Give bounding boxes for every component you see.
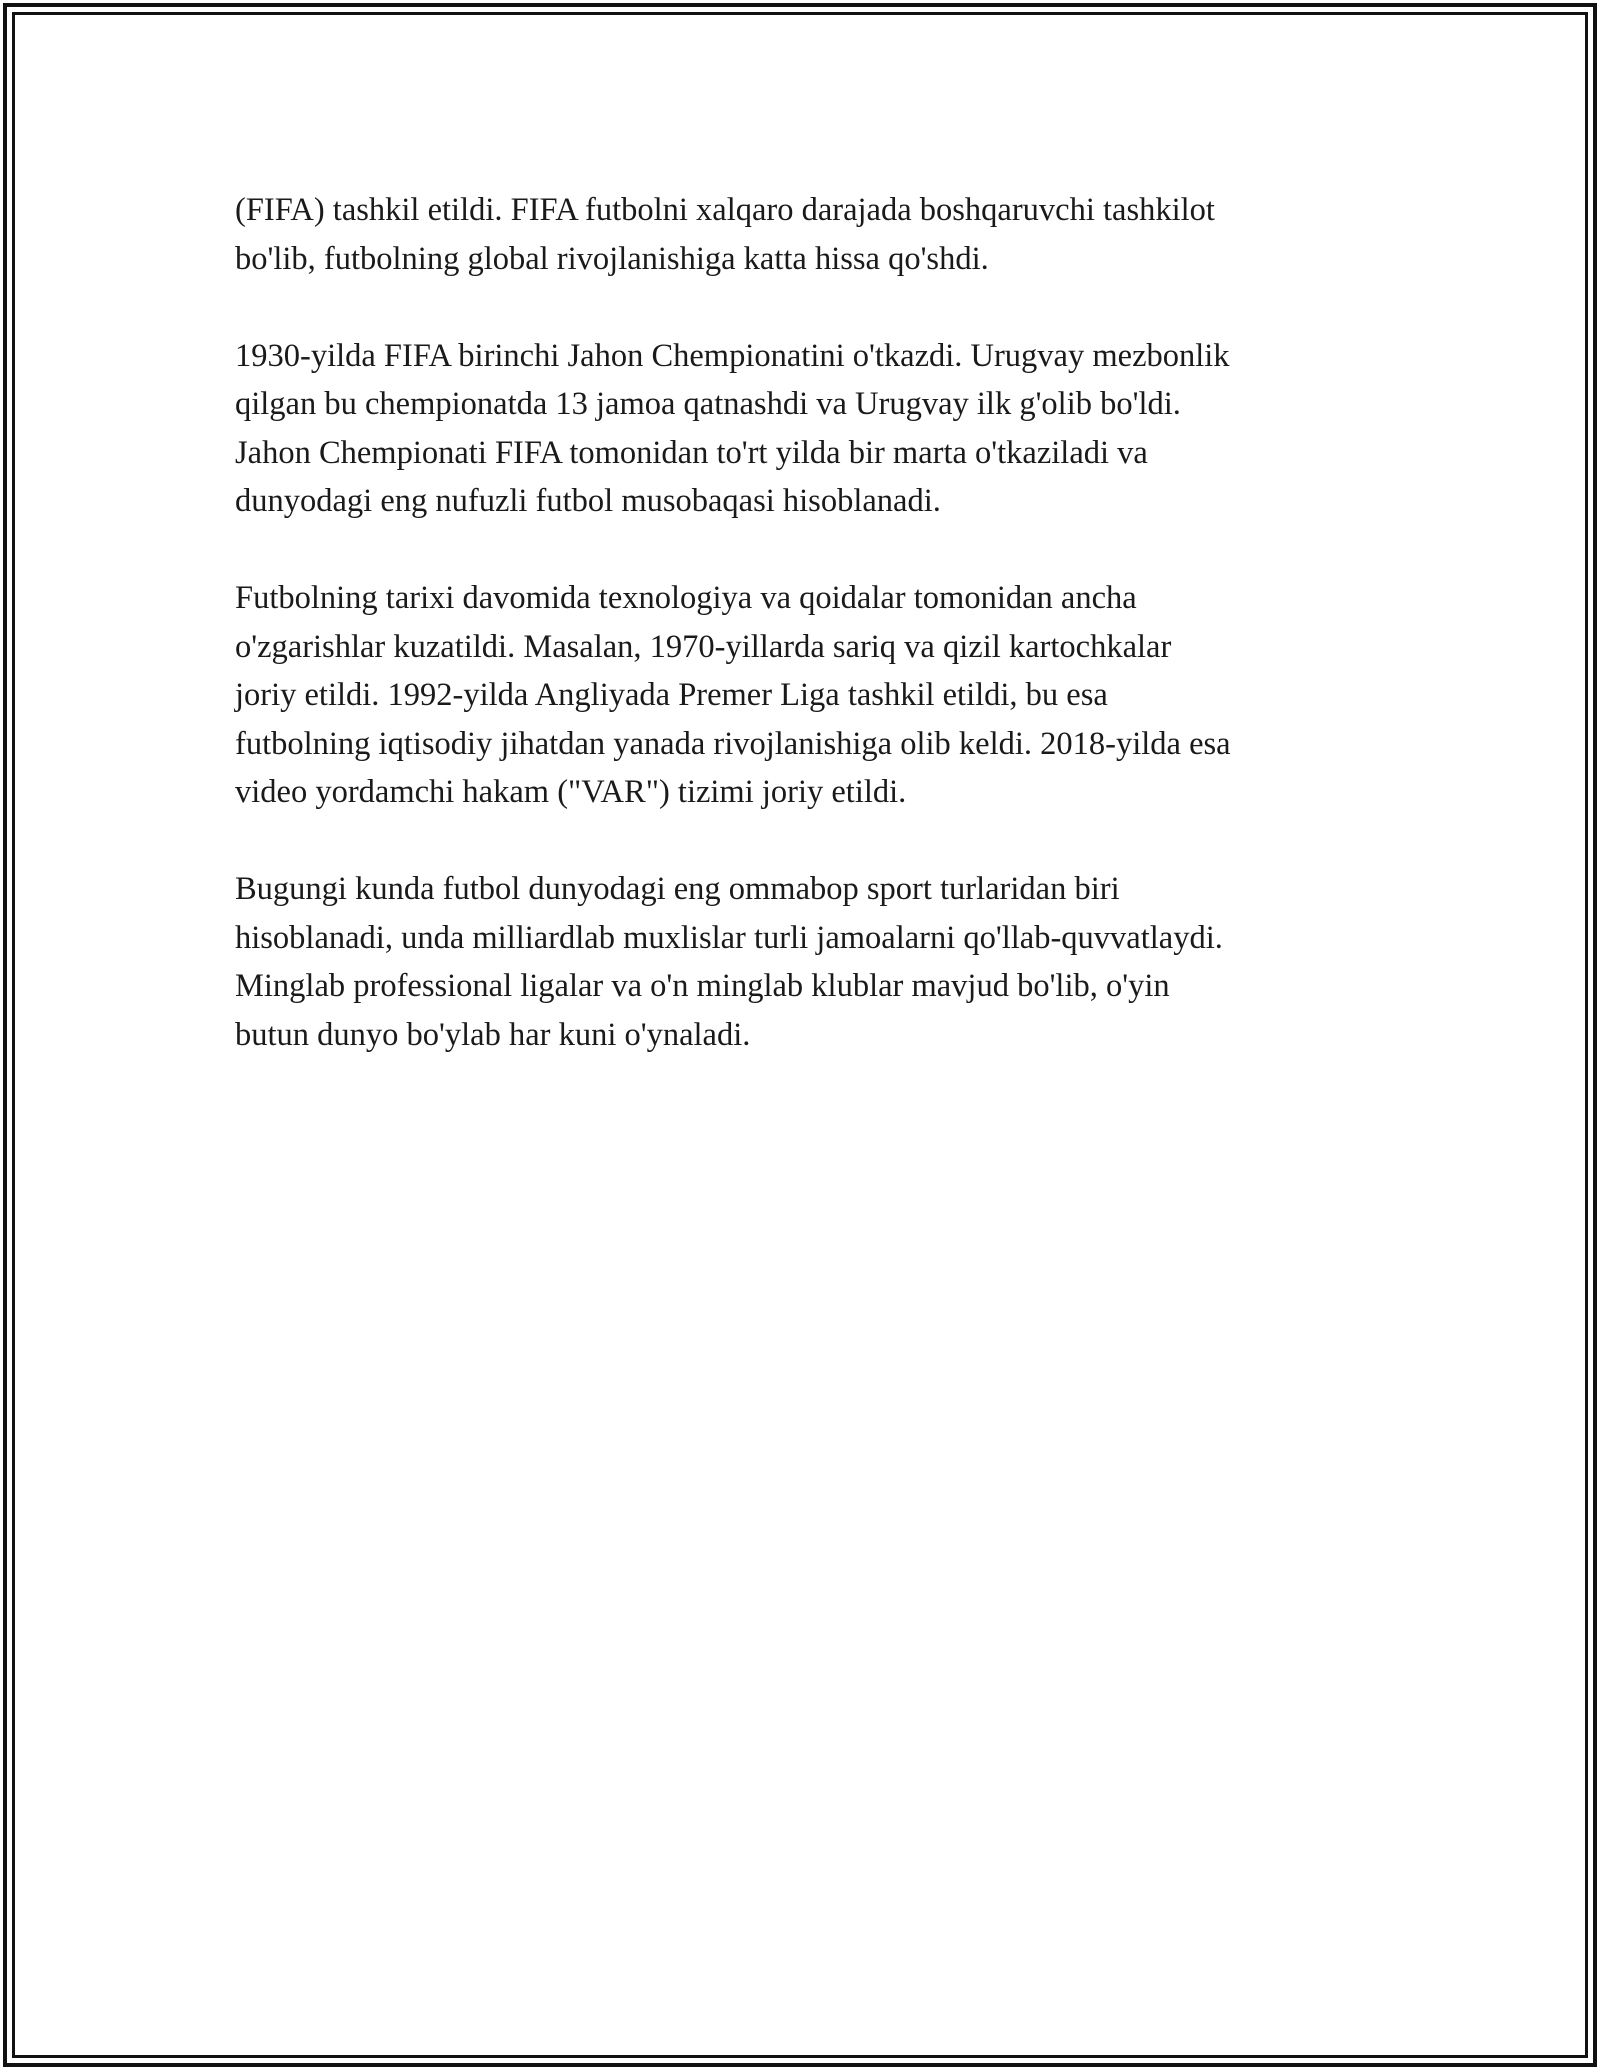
text-line: dunyodagi eng nufuzli futbol musobaqasi hisoblanadi.	[235, 483, 941, 519]
text-line: Minglab professional ligalar va o'n minglab klublar mavjud bo'lib, o'yin	[235, 968, 1170, 1004]
paragraph-today	[235, 865, 1385, 1059]
text-line: Bugungi kunda futbol dunyodagi eng ommabop sport turlaridan biri	[235, 871, 1120, 907]
text-line: futbolning iqtisodiy jihatdan yanada rivojlanishiga olib keldi. 2018-yilda esa	[235, 725, 1231, 762]
text-line: hisoblanadi, unda milliardlab muxlislar turli jamoalarni qo'llab-quvvatlaydi.	[235, 919, 1223, 956]
text-line: o'zgarishlar kuzatildi. Masalan, 1970-yillarda sariq va qizil kartochkalar	[235, 628, 1172, 665]
text-line: video yordamchi hakam ("VAR") tizimi joriy etildi.	[235, 774, 907, 810]
paragraph-world-cup	[235, 332, 1385, 526]
paragraph-changes	[235, 574, 1385, 817]
paragraph-fifa	[235, 186, 1385, 283]
text-line: joriy etildi. 1992-yilda Angliyada Premer Liga tashkil etildi, bu esa	[235, 677, 1108, 713]
text-line: butun dunyo bo'ylab har kuni o'ynaladi.	[235, 1016, 751, 1053]
text-line: (FIFA) tashkil etildi. FIFA futbolni xalqaro darajada boshqaruvchi tashkilot	[235, 192, 1215, 228]
text-line: bo'lib, futbolning global rivojlanishiga katta hissa qo'shdi.	[235, 240, 989, 277]
document-body	[235, 186, 1385, 1108]
text-line: Futbolning tarixi davomida texnologiya va qoidalar tomonidan ancha	[235, 580, 1137, 616]
text-line: 1930-yilda FIFA birinchi Jahon Chempionatini o'tkazdi. Urugvay mezbonlik	[235, 337, 1230, 374]
text-line: qilgan bu chempionatda 13 jamoa qatnashdi va Urugvay ilk g'olib bo'ldi.	[235, 386, 1181, 422]
text-line: Jahon Chempionati FIFA tomonidan to'rt yilda bir marta o'tkaziladi va	[235, 434, 1148, 471]
